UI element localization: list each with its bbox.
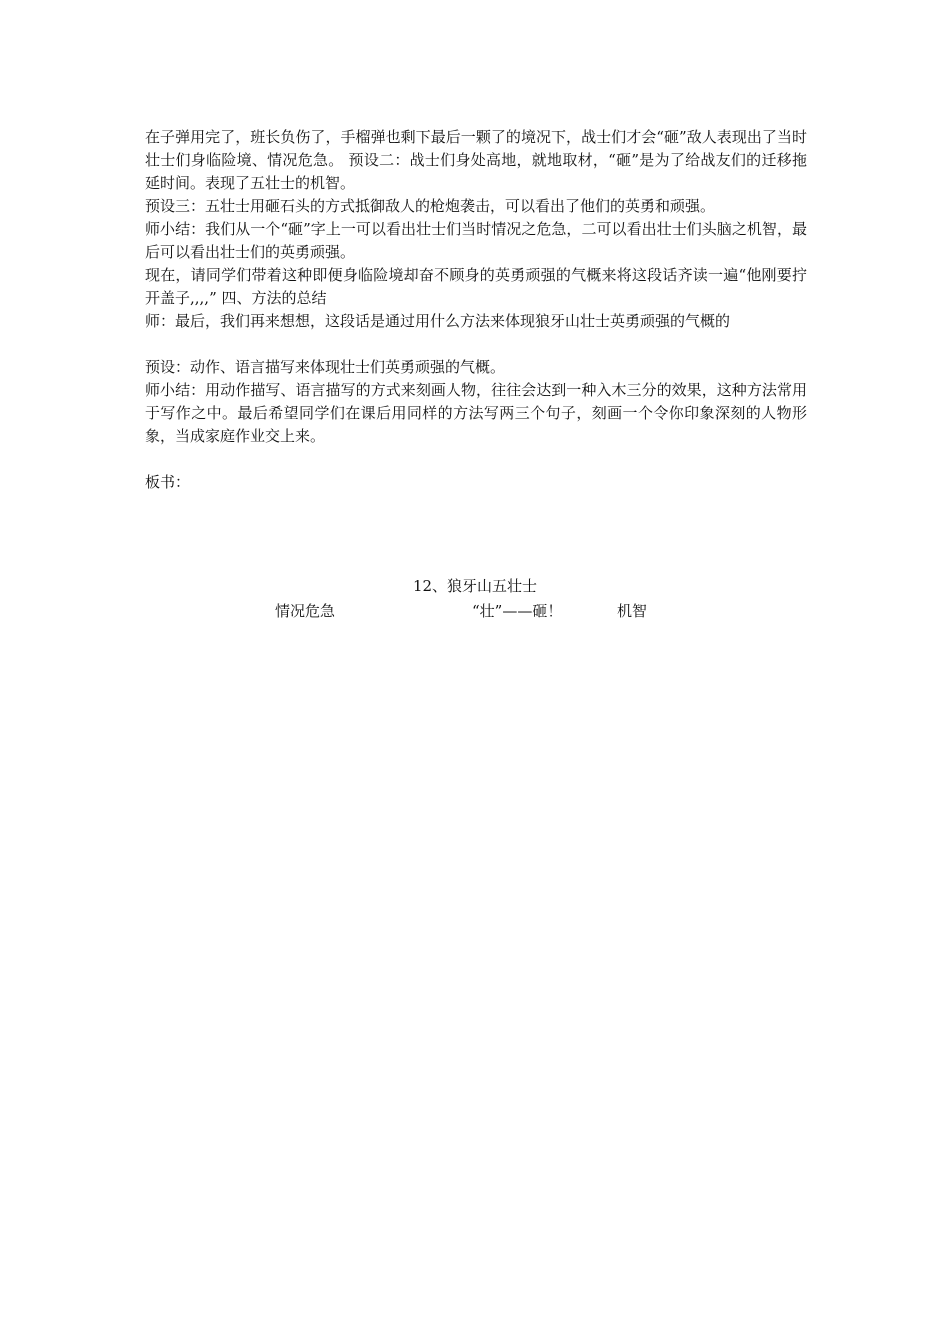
paragraph-3: 师小结：我们从一个“砸”字上一可以看出壮士们当时情况之危急，二可以看出壮士们头脑之机智，最后可以看出壮士们的英勇顽强。	[145, 220, 807, 261]
document-body	[145, 126, 807, 494]
paragraph-5: 师：最后，我们再来想想，这段话是通过用什么方法来体现狼牙山壮士英勇顽强的气概的	[145, 312, 731, 330]
blank-line	[145, 333, 807, 356]
board-middle-text: “壮”——砸！	[472, 602, 563, 620]
blank-line	[145, 448, 807, 471]
paragraph-1: 在子弹用完了，班长负伤了，手榴弹也剩下最后一颗了的境况下，战士们才会“砸”敌人表现出了当时壮士们身临险境、情况危急。 预设二：战士们身处高地，就地取材，“砸”是为了给战友们的迁移拖延时间。表现了五壮士的机智。	[145, 128, 807, 192]
board-right-text: 机智	[617, 602, 648, 620]
board-heading: 板书：	[145, 473, 191, 491]
paragraph-6: 预设：动作、语言描写来体现壮士们英勇顽强的气概。	[145, 358, 506, 376]
board-title: 12、狼牙山五壮士	[412, 577, 538, 595]
paragraph-7: 师小结：用动作描写、语言描写的方式来刻画人物，往往会达到一种入木三分的效果，这种方法常用于写作之中。最后希望同学们在课后用同样的方法写两三个句子，刻画一个令你印象深刻的人物形象，当成家庭作业交上来。	[145, 381, 807, 445]
paragraph-2: 预设三：五壮士用砸石头的方式抵御敌人的枪炮袭击，可以看出了他们的英勇和顽强。	[145, 197, 716, 215]
board-left-text: 情况危急	[275, 602, 336, 620]
paragraph-4: 现在，请同学们带着这种即便身临险境却奋不顾身的英勇顽强的气概来将这段话齐读一遍“他刚要拧开盖子,,,,” 四、方法的总结	[145, 266, 807, 307]
